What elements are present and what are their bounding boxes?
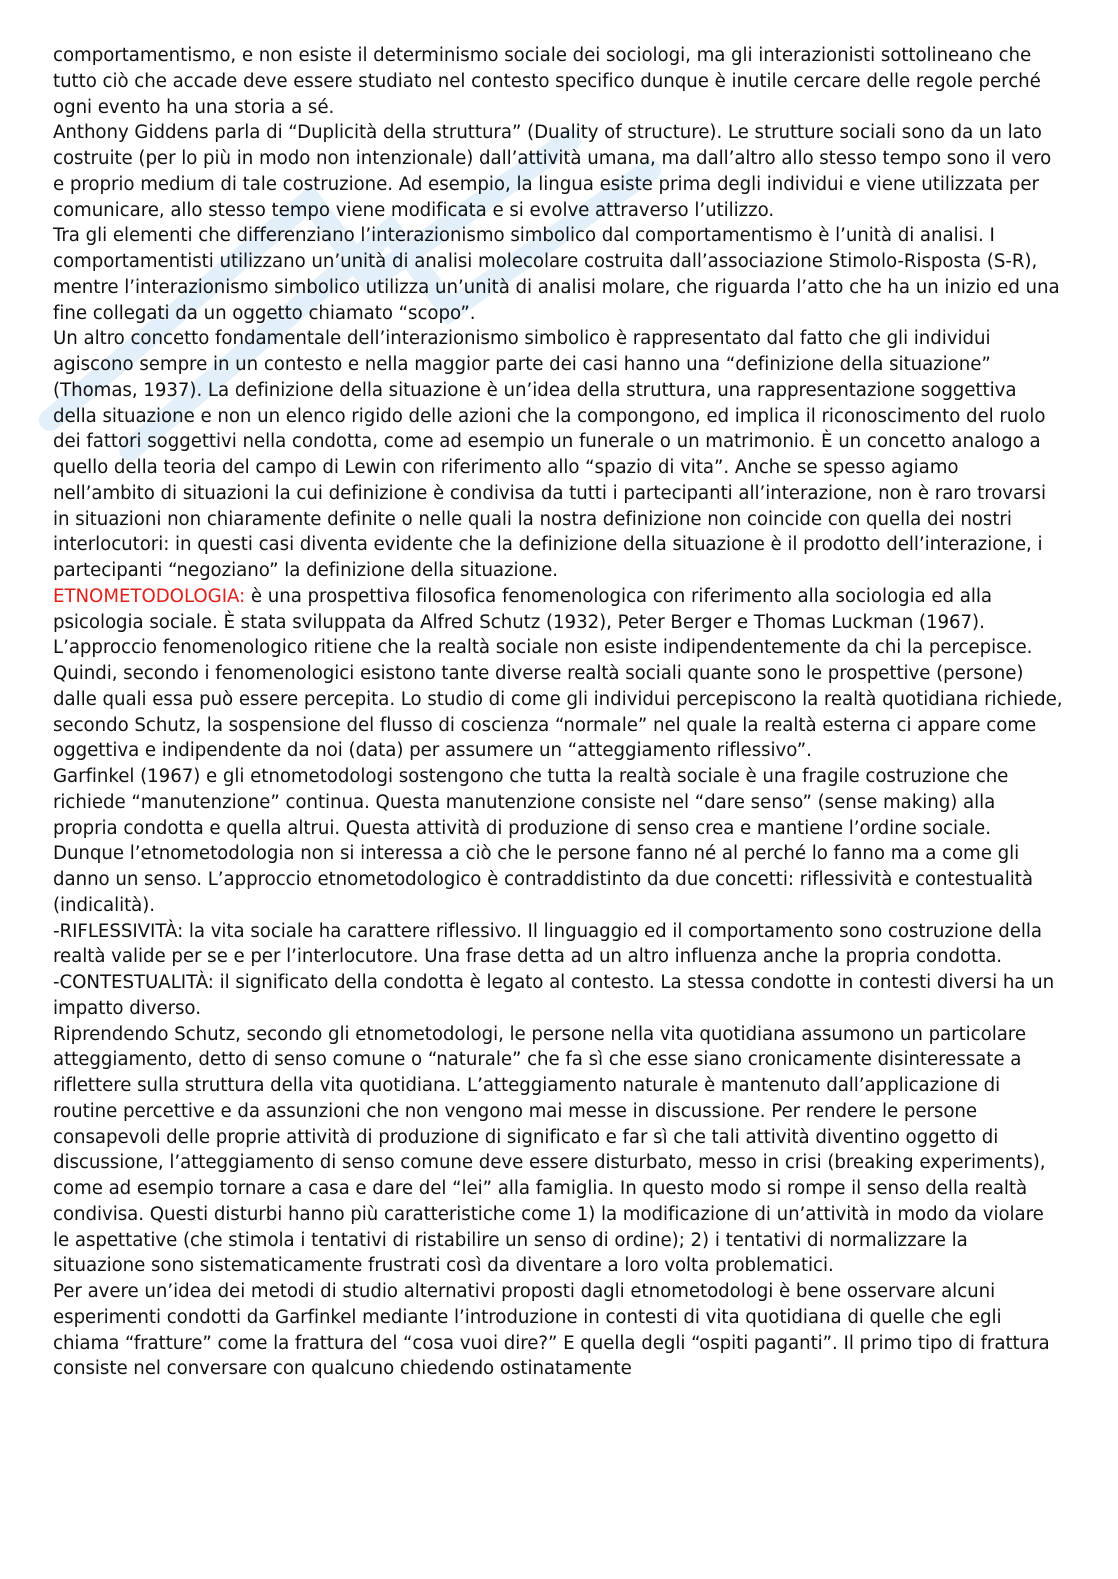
paragraph-garfinkel: Garfinkel (1967) e gli etnometodologi sostengono che tutta la realtà sociale è una fragile costruzione che richiede “manutenzione” continua. Questa manutenzione consiste nel “dare senso” (sense making) alla propria condotta e quella altrui. Questa attività di produzione di senso crea e mantiene l’ordine sociale. Dunque l’etnometodologia non si interessa a ciò che le persone fanno né al perché lo fanno ma a come gli danno un senso. L’approccio etnometodologico è contraddistinto da due concetti: riflessività e contestualità (indicalità). xyxy=(53,766,1033,916)
document-body xyxy=(53,43,1063,1382)
paragraph-natural-attitude: Riprendendo Schutz, secondo gli etnometodologi, le persone nella vita quotidiana assumono un particolare atteggiamento, detto di senso comune o “naturale” che fa sì che esse siano cronicamente disinteressate a riflettere sulla struttura della vita quotidiana. L’atteggiamento naturale è mantenuto dall’applicazione di routine percettive e da assunzioni che non vengono mai messe in discussione. Per rendere le persone consapevoli delle proprie attività di produzione di significato e far sì che tali attività diventino oggetto di discussione, l’atteggiamento di senso comune deve essere disturbato, messo in crisi (breaking experiments), come ad esempio tornare a casa e dare del “lei” alla famiglia. In questo modo si rompe il senso della realtà condivisa. Questi disturbi hanno più caratteristiche come 1) la modificazione di un’attività in modo da violare le aspettative (che stimola i tentativi di ristabilire un senso di ordine); 2) i tentativi di normalizzare la situazione sono sistematicamente frustrati così da diventare a loro volta problematici. xyxy=(53,1023,1046,1277)
paragraph-definition-of-situation: Un altro concetto fondamentale dell’interazionismo simbolico è rappresentato dal fatto che gli individui agiscono sempre in un contesto e nella maggior parte dei casi hanno una “definizione della situazione” (Thomas, 1937). La definizione della situazione è un’idea della struttura, una rappresentazione soggettiva della situazione e non un elenco rigido delle azioni che la compongono, ed implica il riconoscimento del ruolo dei fattori soggettivi nella condotta, come ad esempio un funerale o un matrimonio. È un concetto analogo a quello della teoria del campo di Lewin con riferimento allo “spazio di vita”. Anche se spesso agiamo nell’ambito di situazioni la cui definizione è condivisa da tutti i partecipanti all’interazione, non è raro trovarsi in situazioni non chiaramente definite o nelle quali la nostra definizione non coincide con quella dei nostri interlocutori: in questi casi diventa evidente che la definizione della situazione è il prodotto dell’interazione, i partecipanti “negoziano” la definizione della situazione. xyxy=(53,328,1046,581)
paragraph-fractures: Per avere un’idea dei metodi di studio alternativi proposti dagli etnometodologi è bene osservare alcuni esperimenti condotti da Garfinkel mediante l’introduzione in contesti di vita quotidiana di quelle che egli chiama “fratture” come la frattura del “cosa vuoi dire?” E quella degli “ospiti paganti”. Il primo tipo di frattura consiste nel conversare con qualcuno chiedendo ostinatamente xyxy=(53,1281,1050,1380)
section-heading-ethnomethodology: ETNOMETODOLOGIA: xyxy=(53,585,246,607)
paragraph-contextuality: -CONTESTUALITÀ: il significato della condotta è legato al contesto. La stessa condotte in contesti diversi ha un impatto diverso. xyxy=(53,972,1055,1019)
ethnomethodology-text: è una prospettiva filosofica fenomenologica con riferimento alla sociologia ed alla psicologia sociale. È stata sviluppata da Alfred Schutz (1932), Peter Berger e Thomas Luckman (1967). L’approccio fenomenologico ritiene che la realtà sociale non esiste indipendentemente da chi la percepisce. Quindi, secondo i fenomenologici esistono tante diverse realtà sociali quante sono le prospettive (persone) dalle quali essa può essere percepita. Lo studio di come gli individui percepiscono la realtà quotidiana richiede, secondo Schutz, la sospensione del flusso di coscienza “normale” nel quale la realtà esterna ci appare come oggettiva e indipendente da noi (data) per assumere un “atteggiamento riflessivo”. xyxy=(53,585,1063,762)
paragraph-reflexivity: -RIFLESSIVITÀ: la vita sociale ha carattere riflessivo. Il linguaggio ed il comportamento sono costruzione della realtà valide per se e per l’interlocutore. Una frase detta ad un altro influenza anche la propria condotta. xyxy=(53,920,1042,968)
paragraph-giddens: Anthony Giddens parla di “Duplicità della struttura” (Duality of structure). Le strutture sociali sono da un lato costruite (per lo più in modo non intenzionale) dall’attività umana, ma dall’altro allo stesso tempo sono il vero e proprio medium di tale costruzione. Ad esempio, la lingua esiste prima degli individui e viene utilizzata per comunicare, allo stesso tempo viene modificata e si evolve attraverso l’utilizzo. xyxy=(53,122,1052,221)
paragraph-determinism: comportamentismo, e non esiste il determinismo sociale dei sociologi, ma gli interazionisti sottolineano che tutto ciò che accade deve essere studiato nel contesto specifico dunque è inutile cercare delle regole perché ogni evento ha una storia a sé. xyxy=(53,45,1041,118)
paragraph-ethnomethodology xyxy=(53,584,1063,764)
paragraph-unit-of-analysis: Tra gli elementi che differenziano l’interazionismo simbolico dal comportamentismo è l’unità di analisi. I comportamentisti utilizzano un’unità di analisi molecolare costruita dall’associazione Stimolo-Risposta (S-R), mentre l’interazionismo simbolico utilizza un’unità di analisi molare, che riguarda l’atto che ha un inizio ed una fine collegati da un oggetto chiamato “scopo”. xyxy=(53,225,1060,324)
